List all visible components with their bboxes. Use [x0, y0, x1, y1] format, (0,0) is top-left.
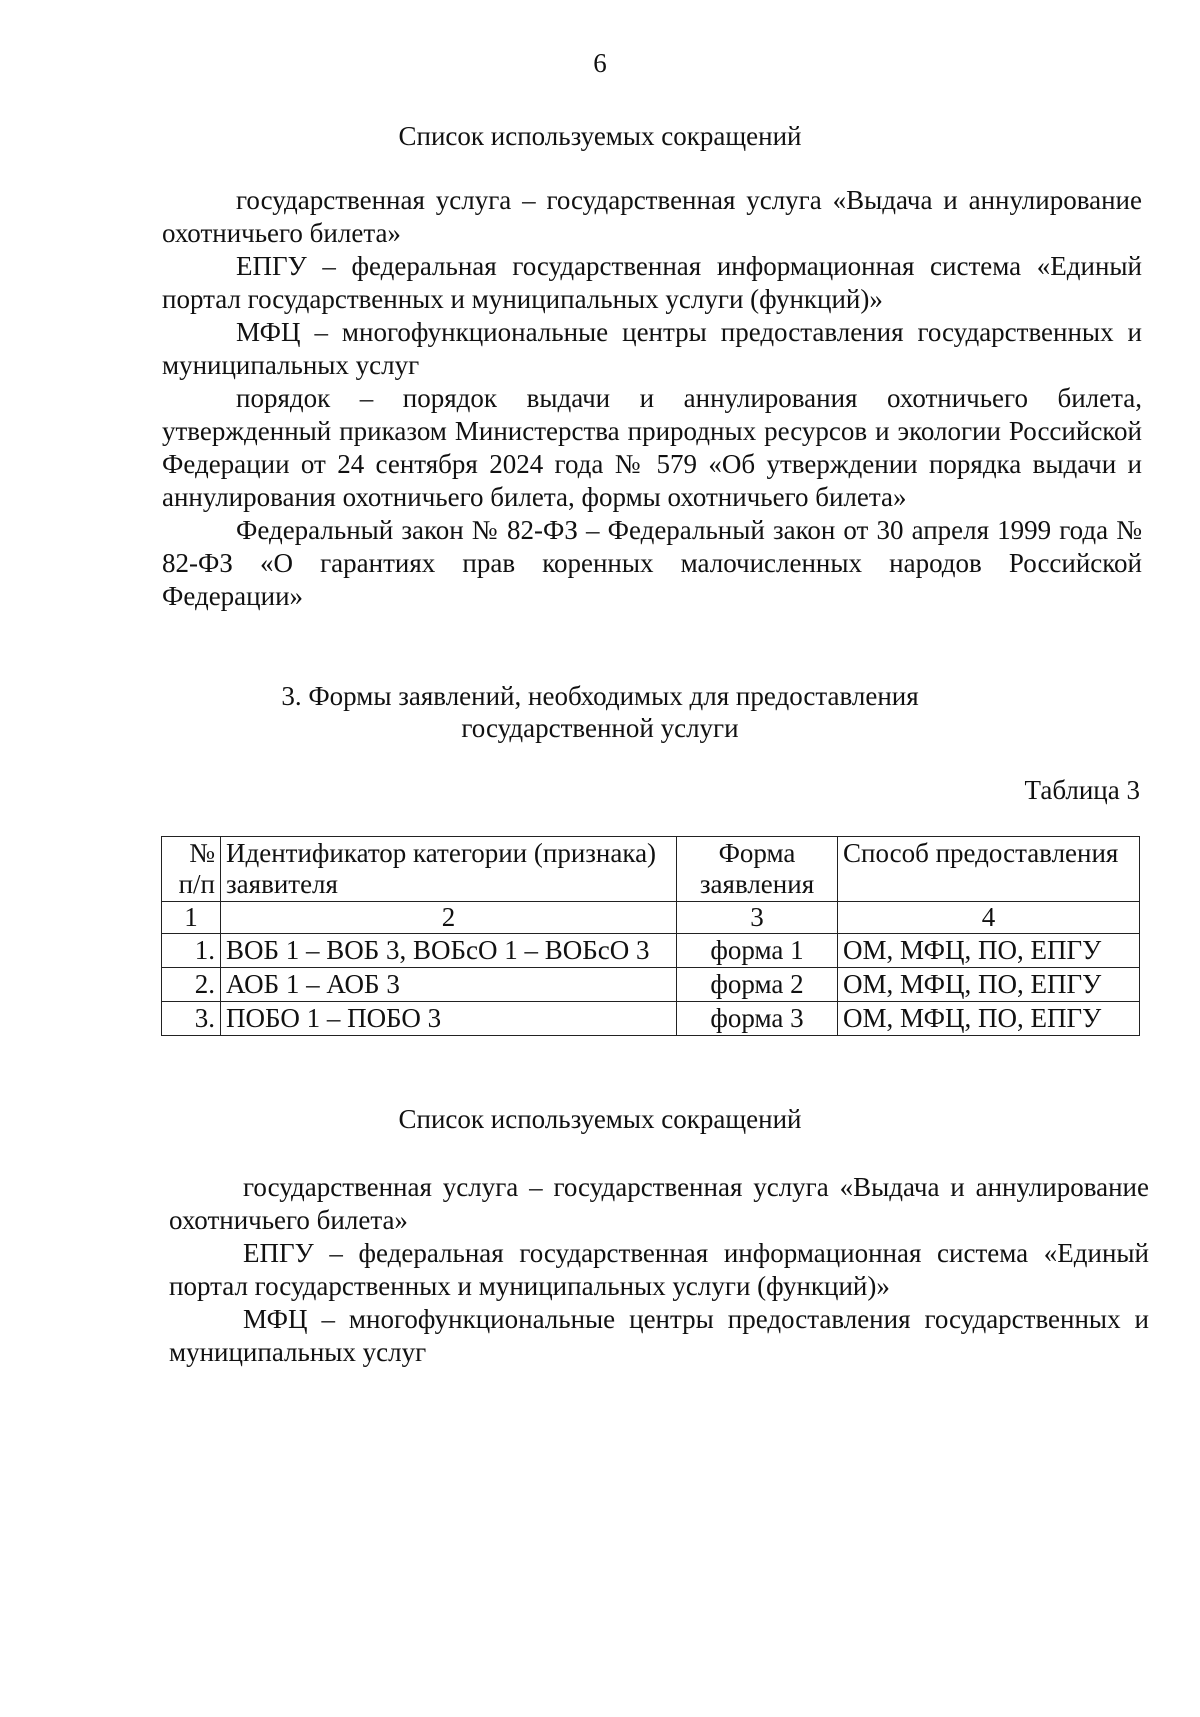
- header-submission-method: Способ предоставления: [838, 837, 1140, 902]
- row-number: 2.: [162, 968, 221, 1002]
- header-application-form: Форма заявления: [677, 837, 838, 902]
- header-applicant-category: Идентификатор категории (признака) заявителя: [221, 837, 677, 902]
- abbreviation-item: Федеральный закон № 82-ФЗ – Федеральный закон от 30 апреля 1999 года № 82-ФЗ «О гарантиях прав коренных малочисленных народов Российской Федерации»: [162, 515, 1142, 611]
- column-number: 2: [221, 902, 677, 934]
- abbreviation-item: ЕПГУ – федеральная государственная информационная система «Единый портал государственных и муниципальных услуги (функций)»: [169, 1238, 1149, 1301]
- row-number: 3.: [162, 1002, 221, 1036]
- applicant-category: ВОБ 1 – ВОБ 3, ВОБсО 1 – ВОБсО 3: [221, 934, 677, 968]
- applicant-category: ПОБО 1 – ПОБО 3: [221, 1002, 677, 1036]
- submission-method: ОМ, МФЦ, ПО, ЕПГУ: [838, 1002, 1140, 1036]
- submission-method: ОМ, МФЦ, ПО, ЕПГУ: [838, 934, 1140, 968]
- table-row: [162, 934, 1140, 968]
- applicant-category: АОБ 1 – АОБ 3: [221, 968, 677, 1002]
- abbreviations-list: [162, 184, 1142, 613]
- abbreviation-item: ЕПГУ – федеральная государственная информационная система «Единый портал государственных и муниципальных услуги (функций)»: [162, 251, 1142, 314]
- column-number: 4: [838, 902, 1140, 934]
- abbreviation-item: МФЦ – многофункциональные центры предоставления государственных и муниципальных услуг: [169, 1304, 1149, 1367]
- abbreviation-item: государственная услуга – государственная услуга «Выдача и аннулирование охотничьего билета»: [169, 1172, 1149, 1235]
- row-number: 1.: [162, 934, 221, 968]
- application-form: форма 2: [677, 968, 838, 1002]
- abbreviations-heading: Список используемых сокращений: [398, 1104, 802, 1134]
- column-number: 1: [162, 902, 221, 934]
- header-number: № п/п: [162, 837, 221, 902]
- abbreviation-item: МФЦ – многофункциональные центры предоставления государственных и муниципальных услуг: [162, 317, 1142, 380]
- forms-table: [161, 836, 1140, 1036]
- section-title-line2: государственной услуги: [461, 713, 739, 743]
- table-caption: Таблица 3: [1024, 775, 1140, 805]
- table-header-row: [162, 837, 1140, 902]
- application-form: форма 3: [677, 1002, 838, 1036]
- abbreviations-list: [169, 1171, 1149, 1369]
- submission-method: ОМ, МФЦ, ПО, ЕПГУ: [838, 968, 1140, 1002]
- table-row: [162, 968, 1140, 1002]
- column-numbers-row: [162, 902, 1140, 934]
- application-form: форма 1: [677, 934, 838, 968]
- table-row: [162, 1002, 1140, 1036]
- section-title-line1: 3. Формы заявлений, необходимых для предоставления: [281, 681, 919, 711]
- column-number: 3: [677, 902, 838, 934]
- page-number: 6: [593, 48, 607, 78]
- abbreviation-item: порядок – порядок выдачи и аннулирования охотничьего билета, утвержденный приказом Министерства природных ресурсов и экологии Российской Федерации от 24 сентября 2024 года № 579 «Об утверждении порядка выдачи и аннулирования охотничьего билета, формы охотничьего билета»: [162, 383, 1142, 512]
- abbreviation-item: государственная услуга – государственная услуга «Выдача и аннулирование охотничьего билета»: [162, 185, 1142, 248]
- abbreviations-heading: Список используемых сокращений: [398, 121, 802, 151]
